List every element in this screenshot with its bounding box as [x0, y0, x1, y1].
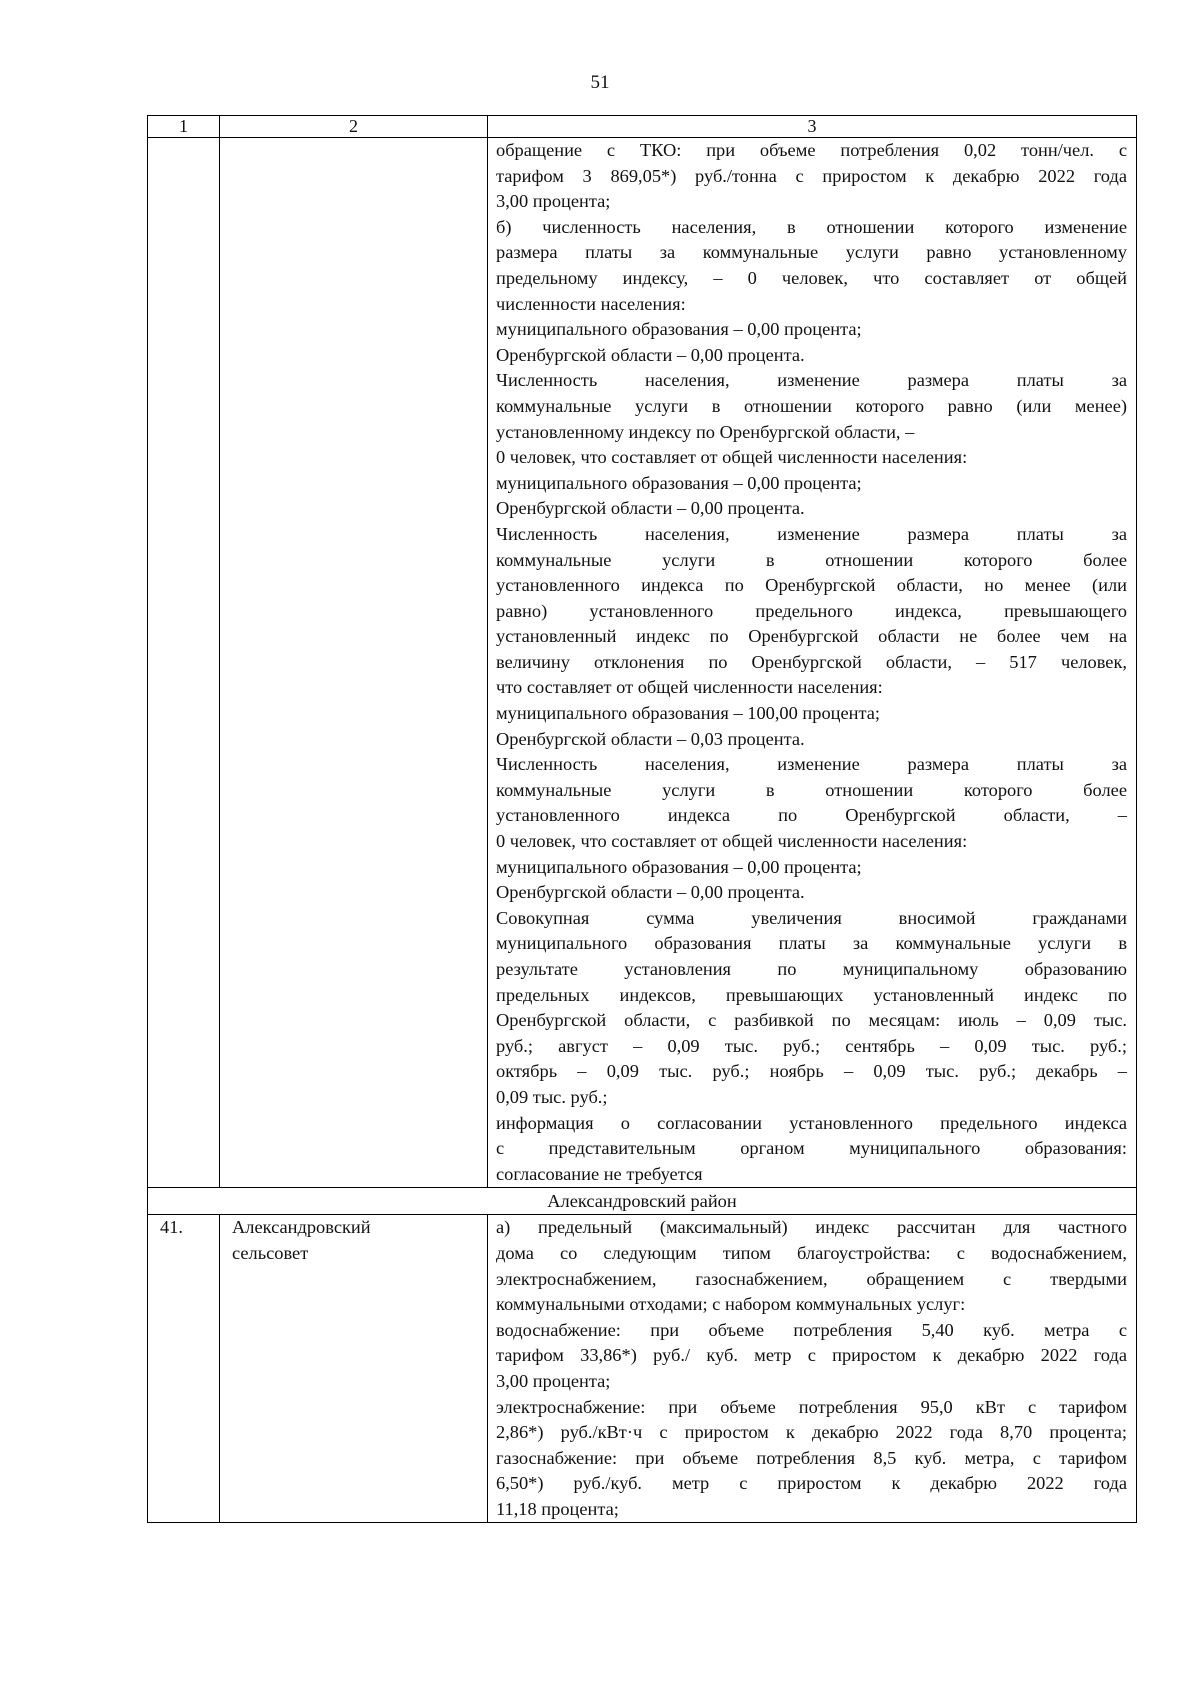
text-line: 3,00 процента;: [496, 1370, 611, 1391]
text-line: дома со следующим типом благоустройства: с водоснабжением,: [496, 1242, 1127, 1263]
text-line: размера платы за коммунальные услуги равно установленному: [496, 242, 1127, 263]
continuation-text-cell: [488, 138, 1137, 1188]
text-line: муниципального образования платы за коммунальные услуги в: [496, 933, 1127, 954]
text-line: Оренбургской области – 0,03 процента.: [496, 728, 805, 749]
table-row-41: [148, 1215, 1137, 1523]
text-line: с представительным органом муниципального образования:: [496, 1138, 1127, 1159]
text-line: Численность населения, изменение размера платы за: [496, 523, 1127, 544]
text-line: 11,18 процента;: [496, 1498, 619, 1519]
text-line: руб.; август – 0,09 тыс. руб.; сентябрь – 0,09 тыс. руб.;: [496, 1035, 1127, 1056]
text-line: предельному индексу, – 0 человек, что составляет от общей: [496, 267, 1127, 288]
text-line: информация о согласовании установленного предельного индекса: [496, 1112, 1127, 1133]
text-line: установленного индекса по Оренбургской области, –: [496, 805, 1127, 826]
page-number: 51: [590, 72, 610, 93]
text-line: обращение с ТКО: при объеме потребления 0,02 тонн/чел. с: [496, 140, 1127, 160]
text-line: что составляет от общей численности населения:: [496, 677, 883, 698]
text-line: Оренбургской области – 0,00 процента.: [496, 344, 805, 365]
text-line: коммунальные услуги в отношении которого более: [496, 549, 1127, 570]
text-line: численности населения:: [496, 293, 686, 314]
header-col-2: 2: [220, 116, 488, 138]
text-line: установленному индексу по Оренбургской области, –: [496, 421, 915, 442]
text-line: величину отклонения по Оренбургской области, – 517 человек,: [496, 651, 1127, 672]
text-line: а) предельный (максимальный) индекс рассчитан для частного: [496, 1217, 1127, 1238]
text-line: б) численность населения, в отношении которого изменение: [496, 216, 1127, 237]
text-line: результате установления по муниципальному образованию: [496, 959, 1127, 979]
text-line: муниципального образования – 0,00 процента;: [496, 319, 862, 340]
text-line: установленный индекс по Оренбургской области не более чем на: [496, 626, 1127, 647]
municipality-name: [220, 1215, 488, 1523]
header-col-1: 1: [148, 116, 220, 138]
text-line: согласование не требуется: [496, 1163, 703, 1184]
text-line: 6,50*) руб./куб. метр с приростом к декабрю 2022 года: [496, 1473, 1127, 1494]
text-line: предельных индексов, превышающих установленный индекс по: [496, 984, 1127, 1005]
text-line: коммунальными отходами; с набором коммунальных услуг:: [496, 1294, 966, 1315]
text-line: тарифом 3 869,05*) руб./тонна с приростом к декабрю 2022 года: [496, 165, 1127, 186]
text-line: тарифом 33,86*) руб./ куб. метр с приростом к декабрю 2022 года: [496, 1345, 1127, 1366]
text-line: 2,86*) руб./кВт·ч с приростом к декабрю 2022 года 8,70 процента;: [496, 1422, 1127, 1443]
text-line: муниципального образования – 0,00 процента;: [496, 856, 862, 877]
text-line: Оренбургской области – 0,00 процента.: [496, 882, 805, 903]
text-line: муниципального образования – 0,00 процента;: [496, 472, 862, 493]
text-line: электроснабжением, газоснабжением, обращением с твердыми: [496, 1268, 1127, 1289]
text-line: Оренбургской области – 0,00 процента.: [496, 498, 805, 519]
text-line: 0,09 тыс. руб.;: [496, 1086, 608, 1107]
continuation-name-cell: [220, 138, 488, 1188]
text-line: Численность населения, изменение размера платы за: [496, 754, 1127, 775]
text-line: коммунальные услуги в отношении которого равно (или менее): [496, 395, 1127, 416]
text-line: муниципального образования – 100,00 процента;: [496, 703, 881, 724]
text-line: равно) установленного предельного индекса, превышающего: [496, 600, 1127, 621]
continuation-number-cell: [148, 138, 220, 1188]
text-line: Численность населения, изменение размера платы за: [496, 370, 1127, 391]
tariff-index-table: [147, 115, 1137, 1523]
text-line: Оренбургской области, с разбивкой по месяцам: июль – 0,09 тыс.: [496, 1010, 1127, 1031]
text-line: электроснабжение: при объеме потребления 95,0 кВт с тарифом: [496, 1396, 1127, 1417]
table-row-continuation: [148, 138, 1137, 1188]
row-number: 41.: [148, 1215, 220, 1523]
text-line: газоснабжение: при объеме потребления 8,5 куб. метра, с тарифом: [496, 1447, 1127, 1468]
row-41-text-cell: [488, 1215, 1137, 1523]
text-line: 3,00 процента;: [496, 191, 611, 212]
text-line: установленного индекса по Оренбургской области, но менее (или: [496, 575, 1127, 596]
text-line: 0 человек, что составляет от общей численности населения:: [496, 447, 968, 468]
table-header-row: [148, 116, 1137, 138]
text-line: 0 человек, что составляет от общей численности населения:: [496, 831, 968, 852]
text-line: октябрь – 0,09 тыс. руб.; ноябрь – 0,09 тыс. руб.; декабрь –: [496, 1061, 1127, 1082]
text-line: водоснабжение: при объеме потребления 5,40 куб. метра с: [496, 1319, 1127, 1340]
municipality-name-line-1: Александровский: [232, 1217, 371, 1238]
text-line: коммунальные услуги в отношении которого более: [496, 779, 1127, 800]
text-line: Совокупная сумма увеличения вносимой гражданами: [496, 907, 1127, 928]
section-row: [148, 1188, 1137, 1215]
section-title: Александровский район: [148, 1188, 1137, 1215]
municipality-name-line-2: сельсовет: [232, 1242, 309, 1263]
header-col-3: 3: [488, 116, 1137, 138]
